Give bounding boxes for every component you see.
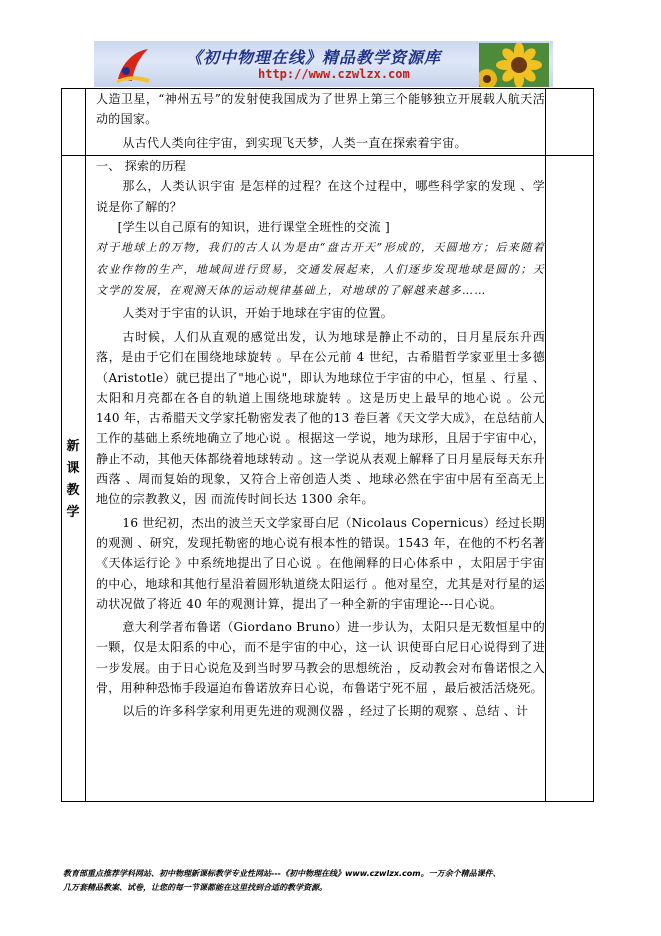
section-heading: 一、 探索的历程 bbox=[96, 159, 187, 173]
table-border-right bbox=[593, 88, 594, 802]
site-logo-icon bbox=[112, 45, 152, 85]
section-label-char: 学 bbox=[66, 505, 80, 520]
header-banner bbox=[94, 41, 553, 87]
section-label bbox=[66, 436, 80, 524]
main-section bbox=[96, 156, 545, 722]
paragraph: 人造卫星，“神州五号”的发射使我国成为了世界上第三个能够独立开展载人航天活动的国家。 bbox=[96, 92, 545, 127]
instruction-note: [学生以自己原有的知识，进行课堂全班性的交流 ] bbox=[117, 219, 390, 234]
section-label-char: 教 bbox=[66, 483, 80, 498]
page-footer bbox=[63, 867, 603, 895]
table-border-left bbox=[61, 88, 62, 802]
section-label-char: 课 bbox=[66, 461, 80, 476]
banner-title: 《初中物理在线》精品教学资源库 bbox=[186, 48, 442, 67]
banner-url[interactable]: http://www.czwlzx.com bbox=[258, 67, 410, 81]
table-divider-label bbox=[85, 88, 86, 802]
paragraph: 从古代人类向往宇宙，到实现飞天梦，人类一直在探索着宇宙。 bbox=[122, 135, 467, 150]
top-section bbox=[96, 89, 545, 153]
question-paragraph: 那么，人类认识宇宙 是怎样的过程？在这个过程中，哪些科学家的发现 、学说是你了解的？ bbox=[96, 179, 545, 214]
sunflower-icon bbox=[479, 43, 549, 87]
table-border-bottom bbox=[61, 801, 594, 802]
paragraph-copernicus: 16 世纪初，杰出的波兰天文学家哥白尼（Nicolaus Copernicus）经过长期的观测 、研究，发现托勒密的地心说有根本性的错误。1543 年，在他的不朽名著《天体运行论 》中系统地提出了日心说 。在他阐释的日心体系中 ，太阳居于宇宙的中心，地球和其他行星沿着圆形轨道绕太阳运行 。他对星空，尤其是对行星的运动状况做了将近 40 年的观测计算，提出了一种全新的宇宙理论---日心说。 bbox=[96, 515, 545, 611]
paragraph-geocentric: 古时候，人们从直观的感觉出发，认为地球是静止不动的，日月星辰东升西落，是由于它们在围绕地球旋转 。早在公元前 4 世纪，古希腊哲学家亚里士多德（Aristotle）就已提出了"地心说"，即认为地球位于宇宙的中心，恒星 、行星 、太阳和月亮都在各自的轨道上围绕地球旋转 。这是历史上最早的地心说 。公元 140 年，古希腊天文学家托勒密发表了他的13 卷巨著《天文学大成》，在总结前人工作的基础上系统地确立了地心说 。根据这一学说，地为球形，且居于宇宙中心，静止不动，其他天体都绕着地球转动 。这一学说从表观上解释了日月星辰每天东升西落 、周而复始的现象，又符合上帝创造人类 、地球必然在宇宙中居有至高无上地位的宗教教义，因 而流传时间长达 1300 余年。 bbox=[96, 329, 545, 507]
student-answer: 对于地球上的万物，我们的古人认为是由“盘古开天”形成的，天圆地方；后来随着农业作物的生产，地域间进行贸易，交通发展起来，人们逐步发现地球是圆的；天文学的发展，在观测天体的运动规律基础上，对地球的了解越来越多…… bbox=[96, 241, 545, 298]
paragraph-later: 以后的许多科学家利用更先进的观测仪器 ，经过了长期的观察 、总结 、计 bbox=[122, 704, 529, 719]
paragraph-bruno: 意大利学者布鲁诺（Giordano Bruno）进一步认为，太阳只是无数恒星中的一颗，仅是太阳系的中心，而不是宇宙的中心，这一认 识使哥白尼日心说得到了进一步发展。由于日心说危及到当时罗马教会的思想统治 ，反动教会对布鲁诺恨之入骨，用种种恐怖手段逼迫布鲁诺放弃日心说，布鲁诺宁死不屈 ，最后被活活烧死。 bbox=[96, 620, 545, 696]
footer-line: 几万套精品教案、试卷，让您的每一节课都能在这里找到合适的教学资源。 bbox=[63, 883, 327, 892]
footer-line: 教育部重点推荐学科网站、初中物理新课标教学专业性网站---《初中物理在线》www.czwlzx.com。一万余个精品课件、 bbox=[63, 869, 501, 878]
paragraph: 人类对于宇宙的认识，开始于地球在宇宙的位置。 bbox=[122, 305, 393, 320]
table-divider-notes bbox=[545, 88, 546, 802]
section-label-char: 新 bbox=[66, 439, 80, 454]
